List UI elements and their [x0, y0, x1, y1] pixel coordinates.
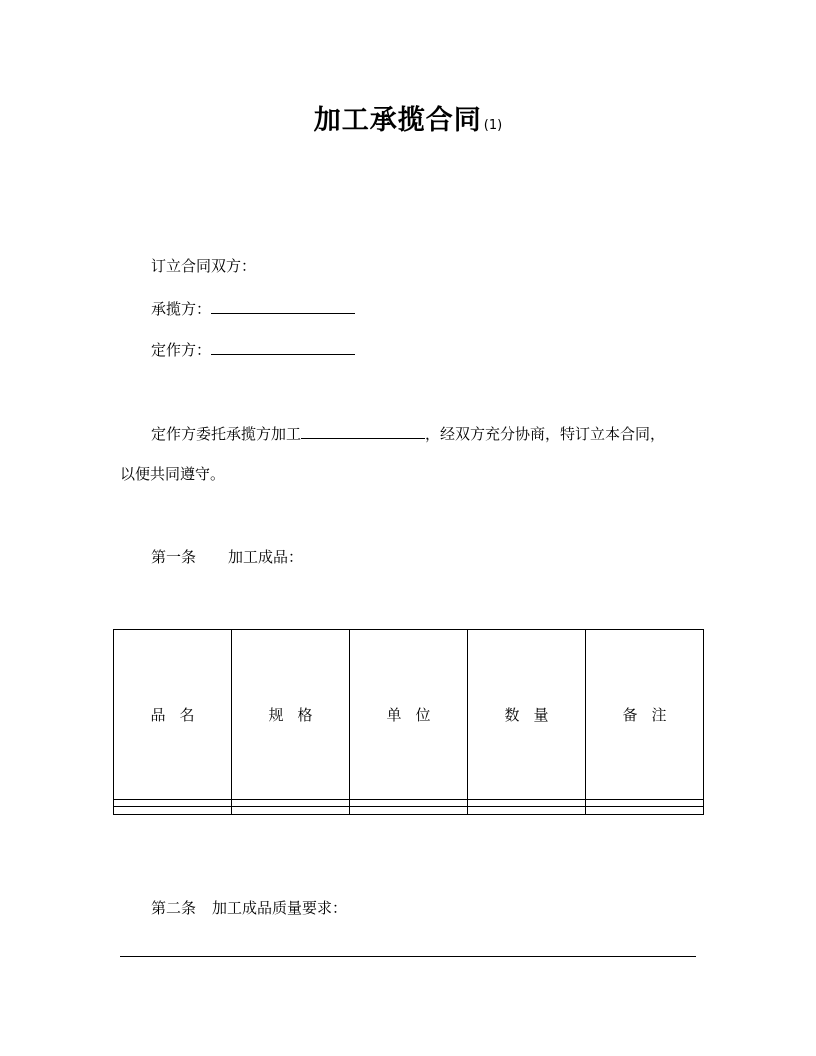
intro-part1: 定作方委托承揽方加工 — [151, 425, 302, 443]
intro-part2: ，经双方充分协商，特订立本合同， — [425, 425, 666, 443]
table-cell[interactable] — [586, 807, 704, 815]
items-table — [113, 629, 704, 815]
table-cell[interactable] — [586, 799, 704, 807]
table-cell[interactable] — [468, 807, 586, 815]
table-cell[interactable] — [350, 807, 468, 815]
orderer-label: 定作方： — [151, 341, 212, 359]
parties-heading: 订立合同双方： — [151, 257, 257, 275]
table-cell[interactable] — [114, 807, 232, 815]
contractor-line — [151, 298, 355, 319]
contractor-label: 承揽方： — [151, 300, 212, 318]
article2-number: 第二条 — [151, 899, 197, 917]
article1-title: 加工成品： — [228, 548, 304, 566]
table-header-row — [114, 630, 704, 800]
intro-line-1 — [151, 423, 665, 444]
contract-title — [0, 98, 816, 137]
contractor-blank — [211, 298, 355, 314]
table-row — [114, 807, 704, 815]
header-cell: 品名 — [114, 630, 232, 800]
header-cell: 数量 — [468, 630, 586, 800]
article2-title: 加工成品质量要求： — [212, 899, 348, 917]
article2-answer-line — [120, 956, 696, 957]
table-cell[interactable] — [232, 799, 350, 807]
table-cell[interactable] — [350, 799, 468, 807]
article1-heading — [151, 547, 303, 567]
table-row — [114, 799, 704, 807]
table-cell[interactable] — [468, 799, 586, 807]
article1-number: 第一条 — [151, 548, 197, 566]
article2-heading — [151, 898, 347, 918]
orderer-blank — [211, 339, 355, 355]
title-main: 加工承揽合同 — [313, 105, 482, 136]
header-cell: 备注 — [586, 630, 704, 800]
title-suffix: (1) — [483, 118, 503, 133]
header-cell: 规格 — [232, 630, 350, 800]
intro-blank — [301, 423, 425, 439]
table-cell[interactable] — [114, 799, 232, 807]
orderer-line — [151, 339, 355, 360]
intro-line-2: 以便共同遵守。 — [120, 465, 226, 483]
table-cell[interactable] — [232, 807, 350, 815]
header-cell: 单位 — [350, 630, 468, 800]
